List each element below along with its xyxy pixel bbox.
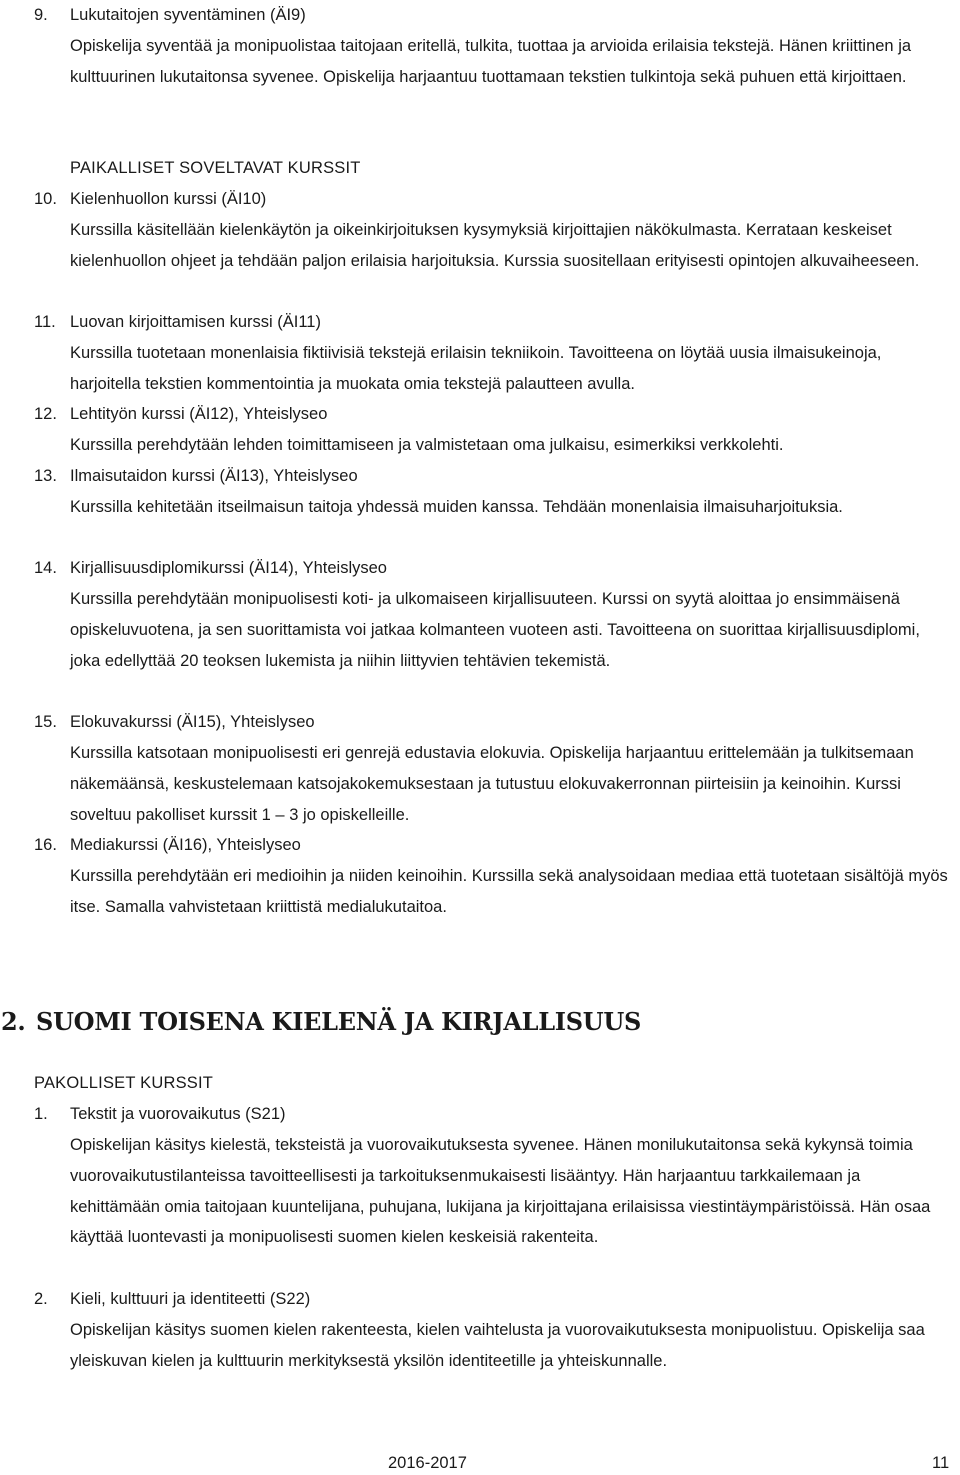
course-title: Mediakurssi (ÄI16), Yhteislyseo	[70, 836, 301, 854]
course-description: Opiskelija syventää ja monipuolistaa taitojaan eritellä, tulkita, tuottaa ja arvioida erilaisia tekstejä. Hänen kriittinen ja kulttuurinen lukutaitonsa syvenee. Opiskelija harjaantuu tuottamaan tekstien tulkintoja sekä puhuen että kirjoittaen.	[70, 37, 912, 86]
course-number: 14.	[34, 559, 57, 577]
course-number: 12.	[34, 405, 57, 423]
course-number: 16.	[34, 836, 57, 854]
footer-school-year: 2016-2017	[388, 1454, 467, 1472]
course-title: Ilmaisutaidon kurssi (ÄI13), Yhteislyseo	[70, 467, 358, 485]
course-description: Kurssilla perehdytään eri medioihin ja niiden keinoihin. Kurssilla sekä analysoidaan mediaa että tuotetaan sisältöjä myös itse. Samalla vahvistetaan kriittistä medialukutaitoa.	[70, 867, 948, 916]
course-description: Kurssilla katsotaan monipuolisesti eri genrejä edustavia elokuvia. Opiskelija harjaantuu erittelemään ja tulkitsemaan näkemäänsä, keskustelemaan katsojakokemuksestaan ja tutustuu elokuvakerronnan piirteisiin ja keinoihin. Kurssi soveltuu pakolliset kurssit 1 – 3 jo opiskelleille.	[70, 744, 914, 824]
course-title: Kirjallisuusdiplomikurssi (ÄI14), Yhteislyseo	[70, 559, 387, 577]
course-number: 11.	[34, 313, 56, 331]
course-number: 15.	[34, 713, 57, 731]
chapter-number: 2.	[1, 1007, 26, 1036]
course-number: 13.	[34, 467, 57, 485]
course-description: Opiskelijan käsitys suomen kielen rakenteesta, kielen vaihtelusta ja vuorovaikutuksesta monipuolistuu. Opiskelija saa yleiskuvan kielen ja kulttuurin merkityksestä yksilön identiteetille ja yhteiskunnalle.	[70, 1321, 925, 1370]
course-description: Kurssilla tuotetaan monenlaisia fiktiivisiä tekstejä erilaisin tekniikoin. Tavoitteena on löytää uusia ilmaisukeinoja, harjoitella tekstien kommentointia ja muokata omia tekstejä palautteen avulla.	[70, 344, 882, 393]
course-title: Tekstit ja vuorovaikutus (S21)	[70, 1105, 286, 1123]
course-description: Kurssilla kehitetään itseilmaisun taitoja yhdessä muiden kanssa. Tehdään monenlaisia ilmaisuharjoituksia.	[70, 498, 843, 516]
course-title: Lukutaitojen syventäminen (ÄI9)	[70, 6, 306, 24]
course-number: 1.	[34, 1105, 48, 1123]
course-number: 9.	[34, 6, 48, 24]
course-title: Luovan kirjoittamisen kurssi (ÄI11)	[70, 313, 321, 331]
course-title: Elokuvakurssi (ÄI15), Yhteislyseo	[70, 713, 315, 731]
course-number: 10.	[34, 190, 57, 208]
course-title: Kielenhuollon kurssi (ÄI10)	[70, 190, 267, 208]
course-description: Kurssilla perehdytään lehden toimittamiseen ja valmistetaan oma julkaisu, esimerkiksi verkkolehti.	[70, 436, 784, 454]
course-description: Opiskelijan käsitys kielestä, teksteistä ja vuorovaikutuksesta syvenee. Hänen monilukutaitonsa sekä kykynsä toimia vuorovaikutustilanteissa tavoitteellisesti ja tarkoituksenmukaisesti lisääntyy. Hän harjaantuu tarkkailemaan ja kehittämään omia taitojaan kuuntelijana, puhujana, lukijana ja kirjoittajana erilaisissa viestintäympäristöissä. Hän osaa käyttää luontevasti ja monipuolisesti suomen kielen keskeisiä rakenteita.	[70, 1136, 931, 1247]
chapter-title: SUOMI TOISENA KIELENÄ JA KIRJALLISUUS	[36, 1007, 642, 1036]
course-description: Kurssilla perehdytään monipuolisesti koti- ja ulkomaiseen kirjallisuuteen. Kurssi on syytä aloittaa jo ensimmäisenä opiskeluvuotena, ja sen suorittamista voi jatkaa kolmanteen vuoteen asti. Tavoitteena on suorittaa kirjallisuusdiplomi, joka edellyttää 20 teoksen lukemista ja niihin liittyvien tehtävien tekemistä.	[70, 590, 920, 670]
footer-page-number: 11	[932, 1454, 950, 1472]
course-description: Kurssilla käsitellään kielenkäytön ja oikeinkirjoituksen kysymyksiä kirjoittajien näkökulmasta. Kerrataan keskeiset kielenhuollon ohjeet ja tehdään paljon erilaisia harjoituksia. Kurssia suositellaan erityisesti opintojen alkuvaiheeseen.	[70, 221, 920, 270]
course-number: 2.	[34, 1290, 48, 1308]
chapter-heading	[0, 1003, 960, 1039]
section-heading-local: PAIKALLISET SOVELTAVAT KURSSIT	[70, 159, 361, 177]
course-title: Lehtityön kurssi (ÄI12), Yhteislyseo	[70, 405, 328, 423]
course-title: Kieli, kulttuuri ja identiteetti (S22)	[70, 1290, 311, 1308]
section-heading-mandatory: PAKOLLISET KURSSIT	[34, 1074, 214, 1092]
